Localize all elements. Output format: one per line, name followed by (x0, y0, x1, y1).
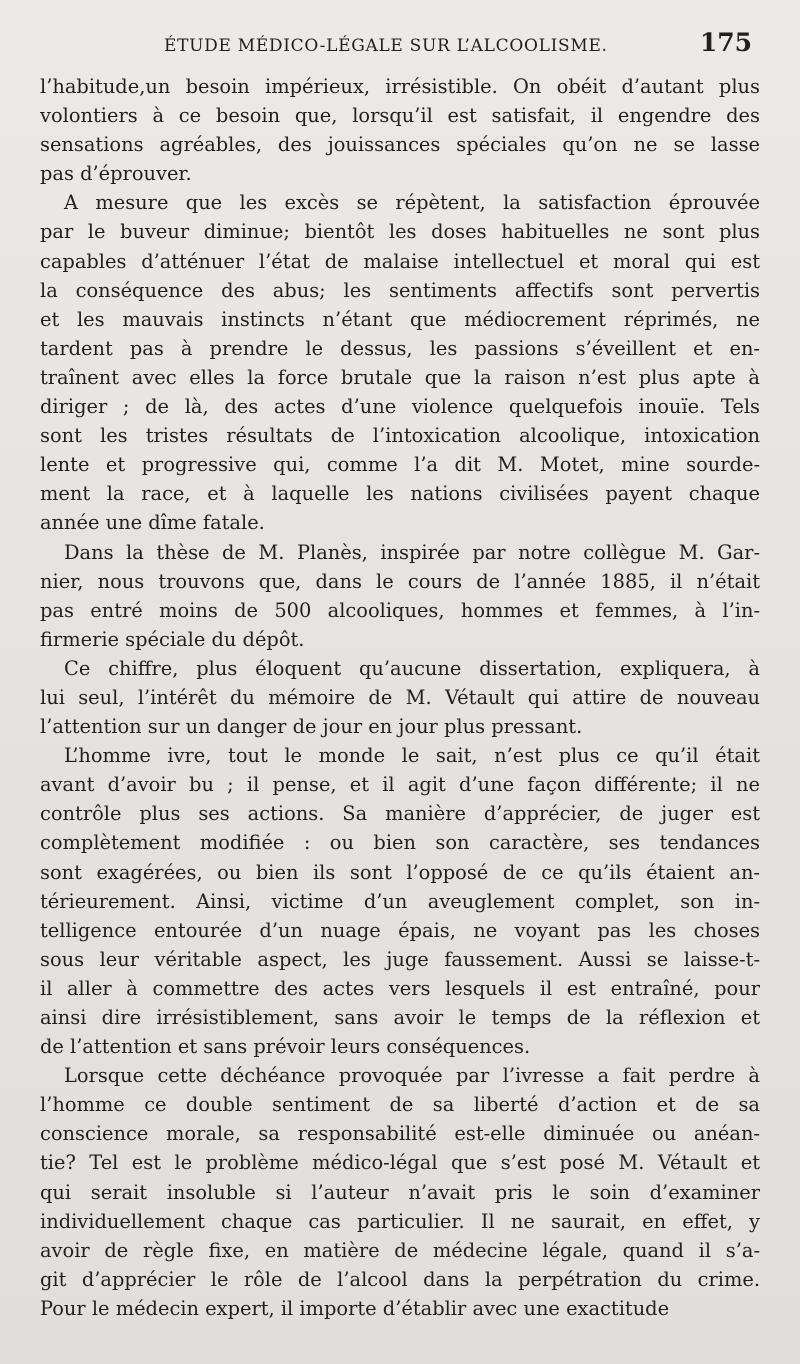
text-line: conscience morale, sa responsabilité est-elle diminuée ou anéan- (40, 1122, 760, 1146)
text-line: sous leur véritable aspect, les juge faussement. Aussi se laisse-t- (40, 947, 760, 971)
text-line: qui serait insoluble si l’auteur n’avait pris le soin d’examiner (40, 1180, 760, 1204)
paragraph (40, 538, 760, 654)
text-line: ment la race, et à laquelle les nations civilisées payent chaque (40, 482, 760, 506)
page-number: 175 (699, 28, 752, 57)
text-line: lui seul, l’intérêt du mémoire de M. Vétault qui attire de nouveau (40, 685, 760, 709)
text-line: l’homme ce double sentiment de sa liberté d’action et de sa (40, 1093, 760, 1117)
text-line: lente et progressive qui, comme l’a dit M. Motet, mine sourde- (40, 453, 760, 477)
text-line: et les mauvais instincts n’étant que médiocrement réprimés, ne (40, 307, 760, 331)
running-title: ÉTUDE MÉDICO-LÉGALE SUR L’ALCOOLISME. (164, 36, 608, 56)
text-line: tie? Tel est le problème médico-légal que s’est posé M. Vétault et (40, 1151, 760, 1175)
text-line: il aller à commettre des actes vers lesquels il est entraîné, pour (40, 976, 760, 1000)
text-line: tardent pas à prendre le dessus, les passions s’éveillent et en- (40, 336, 760, 360)
text-line: diriger ; de là, des actes d’une violence quelquefois inouïe. Tels (40, 395, 760, 419)
text-line: Ce chiffre, plus éloquent qu’aucune dissertation, expliquera, à (64, 656, 760, 680)
text-line: avoir de règle fixe, en matière de médecine légale, quand il s’a- (40, 1238, 760, 1262)
text-line: capables d’atténuer l’état de malaise intellectuel et moral qui est (40, 249, 760, 273)
text-line: Pour le médecin expert, il importe d’établir avec une exactitude (40, 1296, 670, 1320)
text-line: année une dîme fatale. (40, 511, 265, 535)
text-line: pas d’éprouver. (40, 162, 192, 186)
text-line: sont les tristes résultats de l’intoxication alcoolique, intoxication (40, 424, 760, 448)
text-line: l’habitude,un besoin impérieux, irrésistible. On obéit d’autant plus (40, 75, 760, 98)
text-line: sont exagérées, ou bien ils sont l’opposé de ce qu’ils étaient an- (40, 860, 760, 884)
running-head (44, 30, 752, 70)
text-line: Lorsque cette déchéance provoquée par l’ivresse a fait perdre à (64, 1064, 760, 1088)
paragraph (40, 741, 760, 1061)
paragraph (40, 188, 760, 537)
text-line: sensations agréables, des jouissances spéciales qu’on ne se lasse (40, 133, 760, 157)
text-line: firmerie spéciale du dépôt. (40, 627, 305, 651)
text-line: traînent avec elles la force brutale que la raison n’est plus apte à (40, 365, 760, 389)
text-line: la conséquence des abus; les sentiments affectifs sont pervertis (40, 278, 760, 302)
text-line: avant d’avoir bu ; il pense, et il agit d’une façon différente; il ne (40, 773, 760, 797)
text-line: A mesure que les excès se répètent, la satisfaction éprouvée (64, 191, 760, 215)
text-line: contrôle plus ses actions. Sa manière d’apprécier, de juger est (40, 802, 760, 826)
text-line: l’attention sur un danger de jour en jour plus pressant. (40, 715, 583, 739)
text-line: telligence entourée d’un nuage épais, ne voyant pas les choses (40, 918, 760, 942)
text-line: Dans la thèse de M. Planès, inspirée par notre collègue M. Gar- (64, 540, 760, 564)
text-line: git d’apprécier le rôle de l’alcool dans la perpétration du crime. (40, 1267, 760, 1291)
text-line: ainsi dire irrésistiblement, sans avoir le temps de la réflexion et (40, 1006, 760, 1029)
text-line: individuellement chaque cas particulier. Il ne saurait, en effet, y (40, 1209, 760, 1233)
text-line: L’homme ivre, tout le monde le sait, n’est plus ce qu’il était (64, 744, 760, 768)
text-line: pas entré moins de 500 alcooliques, hommes et femmes, à l’in- (40, 598, 760, 622)
text-line: nier, nous trouvons que, dans le cours de l’année 1885, il n’était (40, 569, 760, 593)
text-line: térieurement. Ainsi, victime d’un aveuglement complet, son in- (40, 889, 760, 913)
text-line: complètement modifiée : ou bien son caractère, ses tendances (40, 831, 760, 855)
paragraph (40, 654, 760, 741)
text-line: par le buveur diminue; bientôt les doses habituelles ne sont plus (40, 220, 760, 244)
paragraph (40, 1061, 760, 1323)
text-line: de l’attention et sans prévoir leurs conséquences. (40, 1035, 531, 1059)
text-line: volontiers à ce besoin que, lorsqu’il est satisfait, il engendre des (40, 104, 760, 128)
body-text (40, 72, 760, 1323)
paragraph (40, 72, 760, 188)
